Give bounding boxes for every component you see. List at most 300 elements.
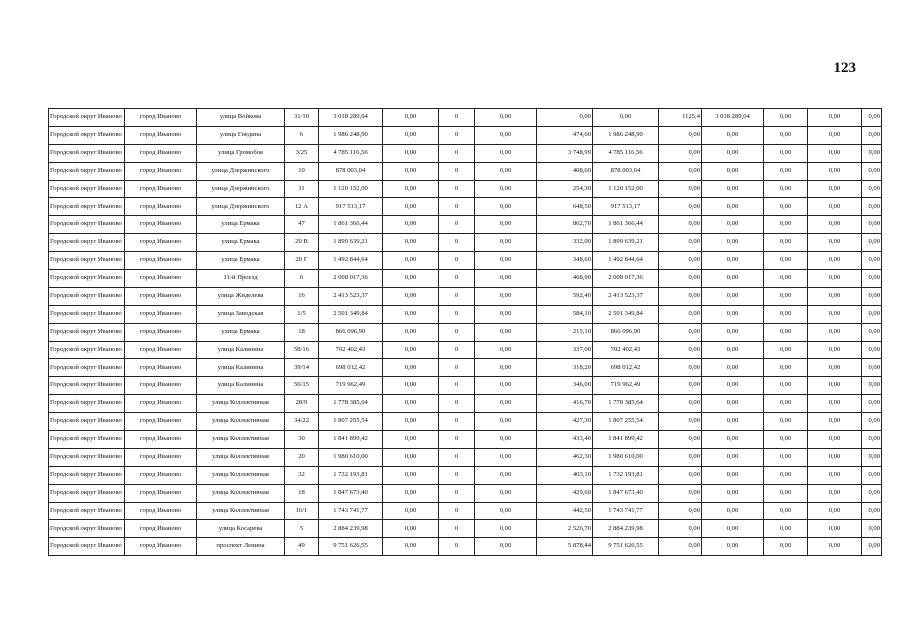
municipality-cell: Городской округ Иваново bbox=[49, 198, 125, 216]
table-row bbox=[49, 126, 882, 144]
cost-cell: 0,00 bbox=[702, 413, 764, 431]
settlement-cell: город Иваново bbox=[125, 198, 197, 216]
count-cell: 0 bbox=[439, 126, 475, 144]
value-cell: 0,00 bbox=[475, 234, 537, 252]
house-number-cell: 49 bbox=[285, 538, 319, 556]
house-number-cell: 30 bbox=[285, 431, 319, 449]
house-number-cell: 3/25 bbox=[285, 144, 319, 162]
value-cell: 0,00 bbox=[383, 144, 439, 162]
value-cell: 0,00 bbox=[475, 144, 537, 162]
settlement-cell: город Иваново bbox=[125, 216, 197, 234]
value-cell: 0,00 bbox=[808, 270, 862, 288]
value-cell: 0,00 bbox=[659, 466, 702, 484]
value-cell: 0,00 bbox=[764, 144, 808, 162]
value-cell: 0,00 bbox=[862, 162, 882, 180]
area-cell: 318,20 bbox=[537, 359, 593, 377]
value-cell: 0,00 bbox=[808, 162, 862, 180]
house-number-cell: 12 А bbox=[285, 198, 319, 216]
value-cell: 0,00 bbox=[808, 538, 862, 556]
value-cell: 0,00 bbox=[764, 126, 808, 144]
street-cell: улица Жиделева bbox=[197, 287, 285, 305]
value-cell: 0,00 bbox=[764, 466, 808, 484]
total-cost-cell: 1 492 844,64 bbox=[319, 252, 383, 270]
value-cell: 0,00 bbox=[808, 234, 862, 252]
table-row bbox=[49, 341, 882, 359]
house-number-cell: 20 В bbox=[285, 234, 319, 252]
value-cell: 0,00 bbox=[764, 520, 808, 538]
municipality-cell: Городской округ Иваново bbox=[49, 180, 125, 198]
value-cell: 0,00 bbox=[383, 341, 439, 359]
table-row bbox=[49, 323, 882, 341]
area-cell: 348,60 bbox=[537, 252, 593, 270]
street-cell: 11-й Проезд bbox=[197, 270, 285, 288]
count-cell: 0 bbox=[439, 413, 475, 431]
value-cell: 0,00 bbox=[659, 359, 702, 377]
count-cell: 0 bbox=[439, 287, 475, 305]
count-cell: 0 bbox=[439, 323, 475, 341]
street-cell: улица Ермака bbox=[197, 216, 285, 234]
cost-cell: 0,00 bbox=[702, 270, 764, 288]
street-cell: улица Коллективная bbox=[197, 431, 285, 449]
house-number-cell: 10 bbox=[285, 162, 319, 180]
value-cell: 0,00 bbox=[659, 323, 702, 341]
value-cell: 0,00 bbox=[862, 252, 882, 270]
cost-cell: 9 751 626,55 bbox=[593, 538, 659, 556]
count-cell: 0 bbox=[439, 502, 475, 520]
count-cell: 0 bbox=[439, 198, 475, 216]
cost-cell: 698 012,42 bbox=[593, 359, 659, 377]
municipality-cell: Городской округ Иваново bbox=[49, 109, 125, 127]
area-cell: 427,30 bbox=[537, 413, 593, 431]
value-cell: 0,00 bbox=[862, 377, 882, 395]
area-cell: 462,30 bbox=[537, 448, 593, 466]
municipality-cell: Городской округ Иваново bbox=[49, 484, 125, 502]
value-cell: 0,00 bbox=[862, 413, 882, 431]
cost-cell: 2 501 349,84 bbox=[593, 305, 659, 323]
value-cell: 0,00 bbox=[764, 538, 808, 556]
value-cell: 0,00 bbox=[808, 252, 862, 270]
value-cell: 0,00 bbox=[862, 520, 882, 538]
house-number-cell: 39/14 bbox=[285, 359, 319, 377]
settlement-cell: город Иваново bbox=[125, 180, 197, 198]
settlement-cell: город Иваново bbox=[125, 359, 197, 377]
municipality-cell: Городской округ Иваново bbox=[49, 359, 125, 377]
value-cell: 0,00 bbox=[808, 341, 862, 359]
cost-cell: 702 402,43 bbox=[593, 341, 659, 359]
value-cell: 0,00 bbox=[475, 109, 537, 127]
area-cell: 0,00 bbox=[537, 109, 593, 127]
street-cell: улица Дзержинского bbox=[197, 198, 285, 216]
total-cost-cell: 1 841 899,42 bbox=[319, 431, 383, 449]
cost-cell: 0,00 bbox=[702, 484, 764, 502]
value-cell: 0,00 bbox=[764, 270, 808, 288]
value-cell: 0,00 bbox=[383, 484, 439, 502]
area-cell: 584,10 bbox=[537, 305, 593, 323]
municipality-cell: Городской округ Иваново bbox=[49, 126, 125, 144]
street-cell: улица Коллективная bbox=[197, 413, 285, 431]
value-cell: 0,00 bbox=[862, 448, 882, 466]
value-cell: 0,00 bbox=[659, 216, 702, 234]
street-cell: улица Коллективная bbox=[197, 466, 285, 484]
value-cell: 0,00 bbox=[659, 305, 702, 323]
municipality-cell: Городской округ Иваново bbox=[49, 448, 125, 466]
value-cell: 0,00 bbox=[383, 502, 439, 520]
area-cell: 862,70 bbox=[537, 216, 593, 234]
value-cell: 0,00 bbox=[659, 287, 702, 305]
value-cell: 0,00 bbox=[808, 377, 862, 395]
municipality-cell: Городской округ Иваново bbox=[49, 466, 125, 484]
value-cell: 0,00 bbox=[808, 216, 862, 234]
house-number-cell: 16/1 bbox=[285, 502, 319, 520]
value-cell: 0,00 bbox=[659, 377, 702, 395]
total-cost-cell: 1 861 366,44 bbox=[319, 216, 383, 234]
cost-cell: 0,00 bbox=[702, 216, 764, 234]
cost-cell: 1 861 366,44 bbox=[593, 216, 659, 234]
value-cell: 0,00 bbox=[862, 144, 882, 162]
total-cost-cell: 3 018 289,04 bbox=[319, 109, 383, 127]
table-row bbox=[49, 109, 882, 127]
value-cell: 0,00 bbox=[475, 126, 537, 144]
value-cell: 0,00 bbox=[659, 448, 702, 466]
table-row bbox=[49, 234, 882, 252]
value-cell: 0,00 bbox=[475, 484, 537, 502]
cost-cell: 1 807 255,54 bbox=[593, 413, 659, 431]
value-cell: 0,00 bbox=[862, 502, 882, 520]
value-cell: 0,00 bbox=[475, 538, 537, 556]
total-cost-cell: 698 012,42 bbox=[319, 359, 383, 377]
count-cell: 0 bbox=[439, 431, 475, 449]
count-cell: 0 bbox=[439, 377, 475, 395]
cost-cell: 4 785 116,56 bbox=[593, 144, 659, 162]
street-cell: улица Ермака bbox=[197, 252, 285, 270]
area-cell: 346,00 bbox=[537, 377, 593, 395]
value-cell: 0,00 bbox=[764, 323, 808, 341]
value-cell: 0,00 bbox=[862, 395, 882, 413]
cost-cell: 0,00 bbox=[702, 144, 764, 162]
area-cell: 474,60 bbox=[537, 126, 593, 144]
value-cell: 0,00 bbox=[659, 520, 702, 538]
settlement-cell: город Иваново bbox=[125, 234, 197, 252]
value-cell: 0,00 bbox=[808, 484, 862, 502]
value-cell: 0,00 bbox=[383, 538, 439, 556]
total-cost-cell: 2 008 017,36 bbox=[319, 270, 383, 288]
value-cell: 0,00 bbox=[475, 198, 537, 216]
settlement-cell: город Иваново bbox=[125, 270, 197, 288]
table-row bbox=[49, 448, 882, 466]
total-cost-cell: 1 986 248,90 bbox=[319, 126, 383, 144]
settlement-cell: город Иваново bbox=[125, 109, 197, 127]
value-cell: 0,00 bbox=[808, 126, 862, 144]
settlement-cell: город Иваново bbox=[125, 448, 197, 466]
total-cost-cell: 2 884 239,98 bbox=[319, 520, 383, 538]
value-cell: 0,00 bbox=[659, 270, 702, 288]
municipality-cell: Городской округ Иваново bbox=[49, 520, 125, 538]
house-number-cell: 20 Г bbox=[285, 252, 319, 270]
cost-cell: 1 847 673,40 bbox=[593, 484, 659, 502]
value-cell: 0,00 bbox=[383, 466, 439, 484]
area-cell: 5 878,44 bbox=[537, 538, 593, 556]
cost-cell: 0,00 bbox=[702, 431, 764, 449]
value-cell: 0,00 bbox=[659, 484, 702, 502]
cost-cell: 1 492 844,64 bbox=[593, 252, 659, 270]
table-row bbox=[49, 270, 882, 288]
house-number-cell: 5 bbox=[285, 520, 319, 538]
value-cell: 0,00 bbox=[383, 109, 439, 127]
value-cell: 0,00 bbox=[383, 270, 439, 288]
street-cell: улица Коллективная bbox=[197, 448, 285, 466]
total-cost-cell: 1 980 610,00 bbox=[319, 448, 383, 466]
cost-cell: 0,00 bbox=[702, 305, 764, 323]
value-cell: 0,00 bbox=[764, 502, 808, 520]
value-cell: 0,00 bbox=[475, 252, 537, 270]
value-cell: 0,00 bbox=[659, 502, 702, 520]
value-cell: 0,00 bbox=[383, 520, 439, 538]
value-cell: 0,00 bbox=[475, 520, 537, 538]
value-cell: 0,00 bbox=[475, 413, 537, 431]
house-number-cell: 6 bbox=[285, 270, 319, 288]
value-cell: 0,00 bbox=[659, 180, 702, 198]
value-cell: 0,00 bbox=[475, 359, 537, 377]
count-cell: 0 bbox=[439, 448, 475, 466]
municipality-cell: Городской округ Иваново bbox=[49, 323, 125, 341]
cost-cell: 1 732 193,81 bbox=[593, 466, 659, 484]
value-cell: 0,00 bbox=[475, 466, 537, 484]
settlement-cell: город Иваново bbox=[125, 466, 197, 484]
value-cell: 0,00 bbox=[764, 287, 808, 305]
value-cell: 0,00 bbox=[862, 234, 882, 252]
settlement-cell: город Иваново bbox=[125, 144, 197, 162]
house-number-cell: 31/10 bbox=[285, 109, 319, 127]
value-cell: 0,00 bbox=[862, 466, 882, 484]
house-number-cell: 1/5 bbox=[285, 305, 319, 323]
value-cell: 0,00 bbox=[383, 234, 439, 252]
value-cell: 0,00 bbox=[475, 162, 537, 180]
page-number: 123 bbox=[833, 60, 856, 76]
house-number-cell: 28/9 bbox=[285, 395, 319, 413]
value-cell: 0,00 bbox=[808, 144, 862, 162]
cost-cell: 2 413 523,37 bbox=[593, 287, 659, 305]
value-cell: 0,00 bbox=[475, 502, 537, 520]
value-cell: 0,00 bbox=[475, 216, 537, 234]
cost-cell: 0,00 bbox=[702, 234, 764, 252]
value-cell: 0,00 bbox=[383, 431, 439, 449]
count-cell: 0 bbox=[439, 538, 475, 556]
total-cost-cell: 702 402,43 bbox=[319, 341, 383, 359]
total-cost-cell: 917 513,17 bbox=[319, 198, 383, 216]
cost-cell: 1 743 741,77 bbox=[593, 502, 659, 520]
cost-cell: 1 841 899,42 bbox=[593, 431, 659, 449]
house-number-cell: 20 bbox=[285, 448, 319, 466]
settlement-cell: город Иваново bbox=[125, 413, 197, 431]
value-cell: 0,00 bbox=[764, 216, 808, 234]
count-cell: 0 bbox=[439, 341, 475, 359]
value-cell: 0,00 bbox=[383, 216, 439, 234]
value-cell: 0,00 bbox=[475, 287, 537, 305]
cost-cell: 2 008 017,36 bbox=[593, 270, 659, 288]
count-cell: 0 bbox=[439, 144, 475, 162]
total-cost-cell: 1 778 385,64 bbox=[319, 395, 383, 413]
street-cell: улица Коллективная bbox=[197, 502, 285, 520]
house-number-cell: 18 bbox=[285, 323, 319, 341]
table-row bbox=[49, 413, 882, 431]
count-cell: 0 bbox=[439, 109, 475, 127]
municipality-cell: Городской округ Иваново bbox=[49, 270, 125, 288]
count-cell: 0 bbox=[439, 520, 475, 538]
value-cell: 0,00 bbox=[764, 341, 808, 359]
municipality-cell: Городской округ Иваново bbox=[49, 341, 125, 359]
value-cell: 0,00 bbox=[764, 448, 808, 466]
value-cell: 0,00 bbox=[764, 252, 808, 270]
area-cell: 337,00 bbox=[537, 341, 593, 359]
value-cell: 0,00 bbox=[383, 252, 439, 270]
total-cost-cell: 1 743 741,77 bbox=[319, 502, 383, 520]
area-cell: 254,30 bbox=[537, 180, 593, 198]
cost-cell: 719 962,49 bbox=[593, 377, 659, 395]
value-cell: 0,00 bbox=[475, 180, 537, 198]
street-cell: улица Гнедина bbox=[197, 126, 285, 144]
value-cell: 0,00 bbox=[862, 323, 882, 341]
value-cell: 0,00 bbox=[383, 180, 439, 198]
count-cell: 0 bbox=[439, 359, 475, 377]
house-number-cell: 34/22 bbox=[285, 413, 319, 431]
table-row bbox=[49, 216, 882, 234]
count-cell: 0 bbox=[439, 484, 475, 502]
value-cell: 0,00 bbox=[659, 413, 702, 431]
value-cell: 0,00 bbox=[862, 359, 882, 377]
municipality-cell: Городской округ Иваново bbox=[49, 305, 125, 323]
area-cell: 433,40 bbox=[537, 431, 593, 449]
total-cost-cell: 2 501 349,84 bbox=[319, 305, 383, 323]
cost-cell: 0,00 bbox=[702, 377, 764, 395]
municipality-cell: Городской округ Иваново bbox=[49, 538, 125, 556]
value-cell: 0,00 bbox=[808, 287, 862, 305]
count-cell: 0 bbox=[439, 252, 475, 270]
value-cell: 0,00 bbox=[659, 395, 702, 413]
street-cell: улица Дзержинского bbox=[197, 162, 285, 180]
value-cell: 0,00 bbox=[475, 341, 537, 359]
value-cell: 0,00 bbox=[383, 305, 439, 323]
value-cell: 0,00 bbox=[383, 287, 439, 305]
settlement-cell: город Иваново bbox=[125, 162, 197, 180]
value-cell: 0,00 bbox=[383, 448, 439, 466]
value-cell: 0,00 bbox=[764, 377, 808, 395]
cost-cell: 0,00 bbox=[702, 395, 764, 413]
street-cell: проспект Ленина bbox=[197, 538, 285, 556]
value-cell: 0,00 bbox=[659, 144, 702, 162]
value-cell: 0,00 bbox=[862, 126, 882, 144]
value-cell: 0,00 bbox=[475, 448, 537, 466]
value-cell: 0,00 bbox=[475, 305, 537, 323]
settlement-cell: город Иваново bbox=[125, 287, 197, 305]
house-number-cell: 16 bbox=[285, 287, 319, 305]
table-row bbox=[49, 520, 882, 538]
table-row bbox=[49, 431, 882, 449]
house-number-cell: 32 bbox=[285, 466, 319, 484]
count-cell: 0 bbox=[439, 466, 475, 484]
area-cell: 442,50 bbox=[537, 502, 593, 520]
value-cell: 0,00 bbox=[862, 270, 882, 288]
settlement-cell: город Иваново bbox=[125, 395, 197, 413]
cost-cell: 0,00 bbox=[702, 126, 764, 144]
total-cost-cell: 1 120 152,00 bbox=[319, 180, 383, 198]
house-number-cell: 58/16 bbox=[285, 341, 319, 359]
area-cell: 408,60 bbox=[537, 162, 593, 180]
house-number-cell: 11 bbox=[285, 180, 319, 198]
value-cell: 0,00 bbox=[659, 538, 702, 556]
settlement-cell: город Иваново bbox=[125, 431, 197, 449]
value-cell: 0,00 bbox=[862, 341, 882, 359]
municipality-cell: Городской округ Иваново bbox=[49, 413, 125, 431]
cost-cell: 0,00 bbox=[702, 252, 764, 270]
street-cell: улица Громобоя bbox=[197, 144, 285, 162]
area-cell: 2 526,70 bbox=[537, 520, 593, 538]
area-cell: 403,10 bbox=[537, 466, 593, 484]
value-cell: 0,00 bbox=[383, 413, 439, 431]
street-cell: улица Калинина bbox=[197, 359, 285, 377]
cost-cell: 866 096,90 bbox=[593, 323, 659, 341]
value-cell: 0,00 bbox=[808, 448, 862, 466]
value-cell: 0,00 bbox=[383, 198, 439, 216]
area-cell: 429,60 bbox=[537, 484, 593, 502]
street-cell: улица Войкова bbox=[197, 109, 285, 127]
value-cell: 0,00 bbox=[659, 234, 702, 252]
settlement-cell: город Иваново bbox=[125, 484, 197, 502]
table-row bbox=[49, 287, 882, 305]
table-body bbox=[49, 109, 882, 556]
area-cell: 416,70 bbox=[537, 395, 593, 413]
total-cost-cell: 866 096,90 bbox=[319, 323, 383, 341]
count-cell: 0 bbox=[439, 305, 475, 323]
value-cell: 0,00 bbox=[808, 395, 862, 413]
cost-cell: 917 513,17 bbox=[593, 198, 659, 216]
cost-cell: 0,00 bbox=[702, 538, 764, 556]
street-cell: улица Ермака bbox=[197, 234, 285, 252]
table-row bbox=[49, 484, 882, 502]
table-row bbox=[49, 502, 882, 520]
value-cell: 0,00 bbox=[659, 341, 702, 359]
cost-cell: 2 884 239,98 bbox=[593, 520, 659, 538]
settlement-cell: город Иваново bbox=[125, 520, 197, 538]
value-cell: 0,00 bbox=[808, 323, 862, 341]
street-cell: улица Косарева bbox=[197, 520, 285, 538]
value-cell: 0,00 bbox=[475, 431, 537, 449]
cost-cell: 0,00 bbox=[702, 287, 764, 305]
settlement-cell: город Иваново bbox=[125, 341, 197, 359]
value-cell: 0,00 bbox=[764, 431, 808, 449]
cost-cell: 0,00 bbox=[702, 466, 764, 484]
value-cell: 0,00 bbox=[659, 431, 702, 449]
area-cell: 592,40 bbox=[537, 287, 593, 305]
value-cell: 0,00 bbox=[659, 162, 702, 180]
value-cell: 0,00 bbox=[659, 126, 702, 144]
area-cell: 648,50 bbox=[537, 198, 593, 216]
value-cell: 0,00 bbox=[862, 216, 882, 234]
total-cost-cell: 1 899 639,21 bbox=[319, 234, 383, 252]
count-cell: 0 bbox=[439, 234, 475, 252]
value-cell: 0,00 bbox=[764, 484, 808, 502]
settlement-cell: город Иваново bbox=[125, 323, 197, 341]
area-cell: 332,00 bbox=[537, 234, 593, 252]
value-cell: 0,00 bbox=[808, 431, 862, 449]
municipality-cell: Городской округ Иваново bbox=[49, 377, 125, 395]
houses-table bbox=[48, 108, 882, 556]
value-cell: 0,00 bbox=[862, 431, 882, 449]
street-cell: улица Заводская bbox=[197, 305, 285, 323]
value-cell: 0,00 bbox=[862, 305, 882, 323]
value-cell: 0,00 bbox=[808, 413, 862, 431]
table-row bbox=[49, 377, 882, 395]
house-number-cell: 6 bbox=[285, 126, 319, 144]
